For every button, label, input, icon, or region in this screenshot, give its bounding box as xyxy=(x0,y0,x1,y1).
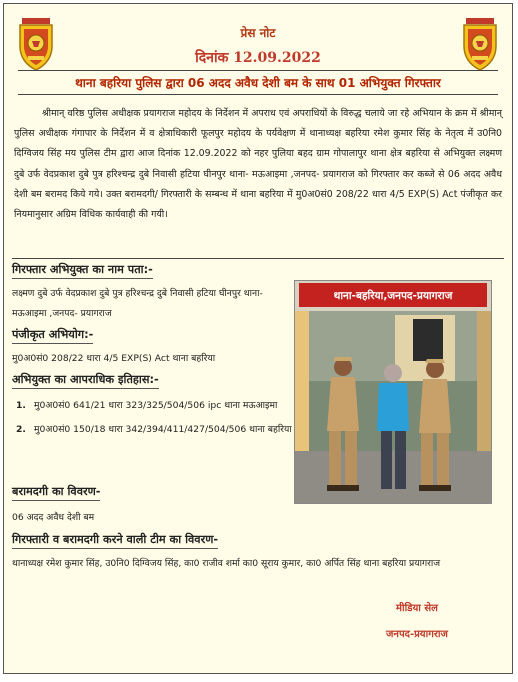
accused-heading: गिरफ्तार अभियुक्त का नाम पता:- xyxy=(12,262,153,279)
criminal-history-list xyxy=(12,396,292,444)
list-number: 2. xyxy=(16,424,26,435)
case-details: मु0अ0सं0 208/22 धारा 4/5 EXP(S) Act थाना बहरिया xyxy=(12,353,216,364)
history-entry: मु0अ0सं0 641/21 धारा 323/325/504/506 ipc थाना मऊआइमा xyxy=(34,400,278,411)
recovery-heading: बरामदगी का विवरण- xyxy=(12,484,100,501)
arrest-photo-illustration xyxy=(295,281,491,503)
press-note-title: प्रेस नोट xyxy=(240,26,276,40)
list-item xyxy=(12,396,292,416)
history-heading: अभियुक्त का आपराधिक इतिहास:- xyxy=(12,372,159,389)
press-note-page xyxy=(3,3,513,674)
press-note-date: दिनांक 12.09.2022 xyxy=(195,50,321,66)
signature-media-cell: मीडिया सेल xyxy=(396,603,438,614)
list-item xyxy=(12,420,292,440)
police-station-sign: थाना-बहरिया,जनपद-प्रयागराज xyxy=(333,290,453,302)
team-heading: गिरफ्तारी व बरामदगी करने वाली टीम का विवरण- xyxy=(12,532,218,549)
divider xyxy=(12,258,504,259)
signature-district: जनपद-प्रयागराज xyxy=(386,629,448,640)
team-details: थानाध्यक्ष रमेश कुमार सिंह, उ0नि0 दिग्विजय सिंह, का0 राजीव शर्मा का0 सूराय कुमार, का0 अर्पित सिंह थाना बहरिया प्रयागराज xyxy=(12,558,441,569)
headline: थाना बहरिया पुलिस द्वारा 06 अदद अवैध देशी बम के साथ 01 अभियुक्त गिरफ्तार xyxy=(75,76,441,90)
list-number: 1. xyxy=(16,400,26,411)
divider xyxy=(18,70,498,71)
recovery-details: 06 अदद अवैध देशी बम xyxy=(12,512,95,523)
accused-details: लक्ष्मण दुबे उर्फ वेदप्रकाश दुबे पुत्र हरिश्चन्द्र दुबे निवासी हटिया घीनपुर थाना- मऊआइमा ,जनपद- प्रयागराज xyxy=(12,288,263,319)
arrest-photo xyxy=(294,280,492,504)
history-entry: मु0अ0सं0 150/18 धारा 342/394/411/427/504/506 थाना बहरिया xyxy=(34,424,292,435)
case-heading: पंजीकृत अभियोग:- xyxy=(12,327,93,344)
divider xyxy=(18,94,498,95)
body-paragraph: श्रीमान् वरिष्ठ पुलिस अधीक्षक प्रयागराज महोदय के निर्देशन में अपराध एवं अपराधियों के विरुद्ध चलाये जा रहे अभियान के क्रम में श्रीमान् पुलिस अधीक्षक गंगापार के निर्देशन में व क्षेत्राधिकारी फूलपुर महोदय के पर्यवेक्षण में थानाध्यक्ष बहरिया रमेश कुमार सिंह के नेतृत्व में उ0नि0 दिग्विजय सिंह मय पुलिस टीम द्वारा आज दिनांक 12.09.2022 को नहर पुलिया बहद ग्राम गोपालापुर थाना क्षेत्र बहरिया से अभियुक्त लक्ष्मण दुबे उर्फ वेदप्रकाश दुबे पुत्र हरिश्चन्द्र दुबे निवासी हटिया घीनपुर थाना- मऊआइमा ,जनपद- प्रयागराज को गिरफ्तार कर कब्जे से 06 अदद अवैध देशी बम बरामद किये गये। उक्त बरामदगी/ गिरफ्तारी के सम्बन्ध में थाना बहरिया में मु0अ0सं0 208/22 धारा 4/5 EXP(S) Act पंजीकृत कर नियमानुसार अग्रिम विधिक कार्यवाही की गयी। xyxy=(14,108,502,221)
